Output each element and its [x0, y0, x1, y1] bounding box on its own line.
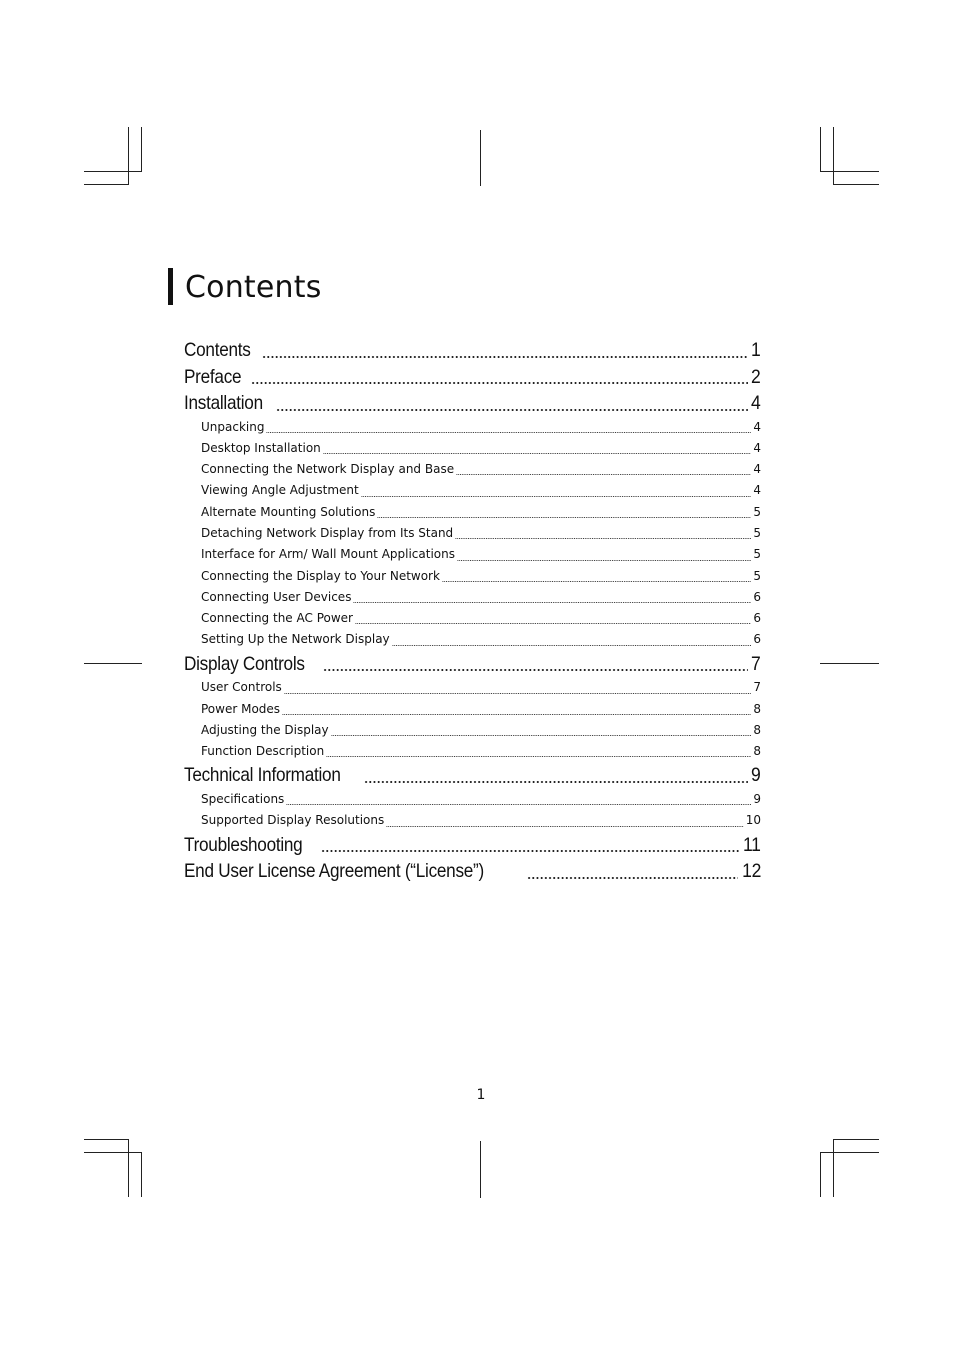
toc-section-entry[interactable]	[184, 438, 761, 459]
toc-entry-label: Installation	[184, 392, 263, 414]
toc-dot-leader	[251, 364, 748, 391]
crop-mark	[84, 1152, 142, 1153]
toc-entry-label: Setting Up the Network Display	[201, 632, 390, 647]
toc-entry-page: 6	[753, 632, 761, 647]
toc-entry-label: Troubleshooting	[184, 833, 303, 856]
toc-section-entry[interactable]	[184, 699, 761, 720]
toc-section-entry[interactable]	[184, 480, 761, 501]
toc-dot-leader	[284, 677, 752, 698]
toc-chapter-entry[interactable]	[184, 858, 761, 885]
toc-section-entry[interactable]	[184, 789, 761, 810]
toc-entry-label: Alternate Mounting Solutions	[201, 504, 376, 519]
toc-entry-page: 4	[751, 392, 761, 414]
toc-entry-page: 6	[753, 589, 761, 604]
toc-entry-label: Interface for Arm/ Wall Mount Applications	[201, 547, 455, 562]
toc-dot-leader	[326, 741, 751, 762]
toc-chapter-entry[interactable]	[184, 832, 761, 859]
crop-mark	[84, 1139, 129, 1140]
crop-mark	[128, 1139, 129, 1197]
toc-entry-page: 5	[753, 504, 761, 519]
toc-dot-leader	[442, 566, 751, 587]
toc-dot-leader	[323, 651, 748, 678]
toc-entry-page: 8	[753, 722, 761, 737]
toc-entry-page: 5	[753, 547, 761, 562]
toc-dot-leader	[276, 390, 749, 417]
toc-dot-leader	[361, 480, 752, 501]
toc-entry-label: Detaching Network Display from Its Stand	[201, 525, 454, 540]
toc-entry-label: Display Controls	[184, 652, 305, 675]
toc-entry-page: 5	[753, 525, 761, 540]
toc-dot-leader	[455, 523, 751, 544]
toc-chapter-entry[interactable]	[184, 364, 761, 391]
crop-mark	[480, 1141, 481, 1198]
toc-dot-leader	[386, 810, 743, 831]
toc-entry-label: Connecting the Network Display and Base	[201, 462, 455, 477]
toc-entry-page: 8	[753, 701, 761, 716]
toc-entry-label: Connecting the Display to Your Network	[201, 568, 440, 583]
toc-section-entry[interactable]	[184, 502, 761, 523]
crop-mark	[820, 127, 821, 171]
toc-entry-label: Unpacking	[201, 419, 265, 434]
toc-section-entry[interactable]	[184, 544, 761, 565]
crop-mark	[84, 663, 142, 664]
toc-section-entry[interactable]	[184, 459, 761, 480]
toc-dot-leader	[527, 858, 738, 885]
crop-mark	[820, 663, 879, 664]
toc-entry-page: 6	[753, 611, 761, 626]
heading-accent-bar	[168, 268, 173, 305]
toc-entry-label: Function Description	[201, 744, 325, 759]
toc-entry-label: Supported Display Resolutions	[201, 813, 385, 828]
toc-entry-page: 11	[743, 833, 761, 856]
toc-dot-leader	[377, 502, 751, 523]
toc-entry-label: Technical Information	[184, 764, 341, 787]
toc-chapter-entry[interactable]	[184, 337, 761, 364]
toc-dot-leader	[364, 762, 748, 789]
crop-mark	[84, 184, 129, 185]
toc-entry-page: 7	[753, 680, 761, 695]
crop-mark	[833, 127, 834, 185]
crop-mark	[141, 1152, 142, 1197]
toc-entry-label: Specifications	[201, 791, 285, 806]
toc-entry-page: 8	[753, 744, 761, 759]
toc-entry-label: Preface	[184, 365, 242, 388]
toc-dot-leader	[456, 459, 751, 480]
toc-section-entry[interactable]	[184, 677, 761, 698]
toc-entry-label: Viewing Angle Adjustment	[201, 483, 359, 498]
toc-entry-page: 2	[751, 365, 761, 388]
toc-entry-label: Connecting User Devices	[201, 589, 352, 604]
toc-dot-leader	[331, 720, 752, 741]
toc-entry-label: Connecting the AC Power	[201, 611, 353, 626]
crop-mark	[833, 1139, 834, 1197]
toc-dot-leader	[323, 438, 752, 459]
toc-chapter-entry[interactable]	[184, 762, 761, 789]
toc-entry-page: 9	[753, 791, 761, 806]
toc-entry-page: 7	[751, 652, 761, 675]
toc-entry-page: 4	[753, 440, 761, 455]
toc-section-entry[interactable]	[184, 810, 761, 831]
toc-dot-leader	[355, 608, 751, 629]
toc-section-entry[interactable]	[184, 629, 761, 650]
toc-section-entry[interactable]	[184, 608, 761, 629]
toc-dot-leader	[392, 629, 752, 650]
toc-entry-label: Desktop Installation	[201, 440, 321, 455]
toc-dot-leader	[457, 544, 751, 565]
toc-entry-label: Adjusting the Display	[201, 722, 329, 737]
crop-mark	[128, 127, 129, 185]
toc-entry-page: 4	[753, 419, 761, 434]
page-number: 1	[476, 1087, 486, 1103]
crop-mark	[480, 130, 481, 186]
toc-entry-page: 9	[751, 764, 761, 787]
crop-mark	[820, 171, 879, 172]
toc-section-entry[interactable]	[184, 566, 761, 587]
toc-entry-page: 4	[753, 462, 761, 477]
toc-entry-label: Contents	[184, 339, 251, 361]
toc-section-entry[interactable]	[184, 417, 761, 438]
crop-mark	[833, 184, 879, 185]
toc-entry-page: 10	[745, 813, 761, 828]
toc-entry-page: 4	[753, 483, 761, 498]
toc-entry-page: 12	[742, 860, 761, 883]
toc-entry-label: User Controls	[201, 680, 282, 695]
toc-chapter-entry[interactable]	[184, 651, 761, 678]
crop-mark	[84, 171, 142, 172]
toc-dot-leader	[286, 789, 751, 810]
toc-entry-page: 5	[753, 568, 761, 583]
crop-mark	[833, 1139, 879, 1140]
toc-section-entry[interactable]	[184, 720, 761, 741]
toc-section-entry[interactable]	[184, 587, 761, 608]
toc-entry-label: Power Modes	[201, 701, 281, 716]
toc-entry-page: 1	[751, 339, 761, 361]
toc-section-entry[interactable]	[184, 741, 761, 762]
crop-mark	[141, 127, 142, 171]
toc-section-entry[interactable]	[184, 523, 761, 544]
toc-dot-leader	[262, 337, 749, 364]
crop-mark	[820, 1152, 879, 1153]
toc-chapter-entry[interactable]	[184, 390, 761, 417]
toc-dot-leader	[266, 417, 751, 438]
toc-dot-leader	[321, 832, 740, 859]
toc-dot-leader	[282, 699, 751, 720]
page-title: Contents	[185, 270, 322, 305]
toc-entry-label: End User License Agreement (“License”)	[184, 860, 484, 883]
table-of-contents	[184, 337, 761, 885]
toc-dot-leader	[353, 587, 751, 608]
crop-mark	[820, 1152, 821, 1197]
